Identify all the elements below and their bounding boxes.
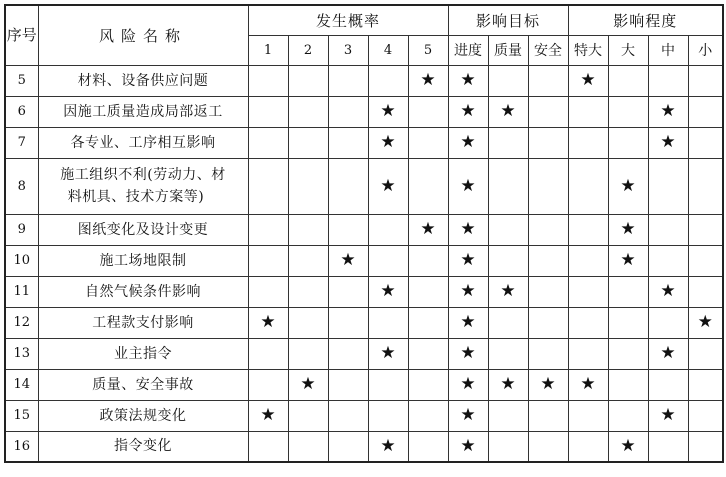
target-cell	[488, 214, 528, 245]
row-risk-name: 各专业、工序相互影响	[38, 127, 248, 158]
table-row	[5, 338, 723, 369]
impact-degree-1: 大	[608, 35, 648, 65]
star-mark-icon: ★	[368, 338, 408, 369]
star-mark-icon: ★	[608, 431, 648, 462]
prob-cell	[248, 276, 288, 307]
star-mark-icon: ★	[488, 96, 528, 127]
impact-target-0: 进度	[448, 35, 488, 65]
row-risk-name: 因施工质量造成局部返工	[38, 96, 248, 127]
prob-cell	[328, 127, 368, 158]
prob-cell	[288, 245, 328, 276]
risk-name-line-2: 料机具、技术方案等)	[67, 189, 205, 205]
star-mark-icon: ★	[408, 65, 448, 96]
degree-cell	[608, 276, 648, 307]
prob-cell	[288, 96, 328, 127]
degree-cell	[648, 431, 688, 462]
star-mark-icon: ★	[448, 276, 488, 307]
prob-cell	[408, 96, 448, 127]
degree-cell	[648, 369, 688, 400]
star-mark-icon: ★	[248, 307, 288, 338]
prob-cell	[288, 431, 328, 462]
risk-name-line-1: 施工组织不利(劳动力、材	[60, 167, 226, 183]
degree-cell	[688, 127, 723, 158]
probability-level-5: 5	[408, 35, 448, 65]
prob-cell	[328, 307, 368, 338]
degree-cell	[608, 307, 648, 338]
target-cell	[488, 65, 528, 96]
row-seq: 8	[5, 158, 38, 214]
degree-cell	[568, 245, 608, 276]
degree-cell	[688, 96, 723, 127]
row-seq: 15	[5, 400, 38, 431]
star-mark-icon: ★	[648, 338, 688, 369]
degree-cell	[568, 431, 608, 462]
row-risk-name: 指令变化	[38, 431, 248, 462]
prob-cell	[248, 158, 288, 214]
star-mark-icon: ★	[248, 400, 288, 431]
star-mark-icon: ★	[448, 214, 488, 245]
prob-cell	[328, 431, 368, 462]
degree-cell	[568, 276, 608, 307]
prob-cell	[248, 214, 288, 245]
degree-cell	[648, 65, 688, 96]
prob-cell	[248, 96, 288, 127]
target-cell	[488, 158, 528, 214]
impact-target-1: 质量	[488, 35, 528, 65]
target-cell	[528, 245, 568, 276]
target-cell	[528, 127, 568, 158]
prob-cell	[248, 431, 288, 462]
row-risk-name: 自然气候条件影响	[38, 276, 248, 307]
row-seq: 12	[5, 307, 38, 338]
probability-level-2: 2	[288, 35, 328, 65]
table-row	[5, 127, 723, 158]
degree-cell	[608, 369, 648, 400]
star-mark-icon: ★	[488, 369, 528, 400]
target-cell	[488, 307, 528, 338]
prob-cell	[328, 338, 368, 369]
target-cell	[528, 276, 568, 307]
row-seq: 11	[5, 276, 38, 307]
star-mark-icon: ★	[368, 276, 408, 307]
prob-cell	[248, 369, 288, 400]
prob-cell	[368, 369, 408, 400]
degree-cell	[688, 400, 723, 431]
impact-target-header: 影响目标	[448, 5, 568, 35]
star-mark-icon: ★	[488, 276, 528, 307]
target-cell	[488, 400, 528, 431]
star-mark-icon: ★	[448, 307, 488, 338]
prob-cell	[408, 307, 448, 338]
star-mark-icon: ★	[408, 214, 448, 245]
star-mark-icon: ★	[648, 96, 688, 127]
star-mark-icon: ★	[368, 127, 408, 158]
risk-assessment-table	[4, 4, 724, 463]
target-cell	[488, 127, 528, 158]
table-row	[5, 431, 723, 462]
prob-cell	[328, 276, 368, 307]
degree-cell	[568, 338, 608, 369]
row-seq: 5	[5, 65, 38, 96]
row-seq: 14	[5, 369, 38, 400]
impact-degree-0: 特大	[568, 35, 608, 65]
degree-cell	[608, 65, 648, 96]
prob-cell	[408, 245, 448, 276]
table-row	[5, 307, 723, 338]
degree-cell	[648, 214, 688, 245]
degree-cell	[648, 307, 688, 338]
prob-cell	[328, 400, 368, 431]
target-cell	[528, 307, 568, 338]
table-row	[5, 400, 723, 431]
star-mark-icon: ★	[288, 369, 328, 400]
prob-cell	[328, 65, 368, 96]
prob-cell	[288, 65, 328, 96]
prob-cell	[328, 158, 368, 214]
degree-cell	[688, 214, 723, 245]
degree-cell	[688, 276, 723, 307]
star-mark-icon: ★	[608, 245, 648, 276]
prob-cell	[328, 214, 368, 245]
table-row	[5, 276, 723, 307]
star-mark-icon: ★	[448, 245, 488, 276]
probability-level-3: 3	[328, 35, 368, 65]
prob-cell	[368, 65, 408, 96]
star-mark-icon: ★	[368, 431, 408, 462]
degree-cell	[688, 369, 723, 400]
star-mark-icon: ★	[648, 127, 688, 158]
prob-cell	[368, 400, 408, 431]
seq-header: 序号	[5, 5, 38, 65]
star-mark-icon: ★	[568, 65, 608, 96]
degree-cell	[648, 245, 688, 276]
target-cell	[528, 431, 568, 462]
impact-target-2: 安全	[528, 35, 568, 65]
prob-cell	[288, 158, 328, 214]
degree-cell	[608, 338, 648, 369]
row-risk-name: 工程款支付影响	[38, 307, 248, 338]
risk-table-body	[5, 65, 723, 462]
table-row	[5, 214, 723, 245]
star-mark-icon: ★	[448, 65, 488, 96]
target-cell	[528, 338, 568, 369]
prob-cell	[368, 307, 408, 338]
degree-cell	[688, 158, 723, 214]
table-row	[5, 96, 723, 127]
prob-cell	[248, 338, 288, 369]
impact-degree-header: 影响程度	[568, 5, 723, 35]
prob-cell	[408, 338, 448, 369]
row-risk-name: 业主指令	[38, 338, 248, 369]
star-mark-icon: ★	[568, 369, 608, 400]
prob-cell	[328, 96, 368, 127]
impact-degree-2: 中	[648, 35, 688, 65]
target-cell	[528, 400, 568, 431]
target-cell	[528, 214, 568, 245]
table-row	[5, 158, 723, 214]
prob-cell	[248, 245, 288, 276]
degree-cell	[648, 158, 688, 214]
prob-cell	[328, 369, 368, 400]
prob-cell	[248, 127, 288, 158]
row-risk-name: 政策法规变化	[38, 400, 248, 431]
degree-cell	[688, 431, 723, 462]
degree-cell	[568, 127, 608, 158]
degree-cell	[568, 96, 608, 127]
table-row	[5, 245, 723, 276]
prob-cell	[288, 400, 328, 431]
prob-cell	[408, 158, 448, 214]
target-cell	[488, 338, 528, 369]
target-cell	[528, 65, 568, 96]
degree-cell	[568, 400, 608, 431]
star-mark-icon: ★	[608, 158, 648, 214]
star-mark-icon: ★	[448, 96, 488, 127]
row-risk-name	[38, 158, 248, 214]
prob-cell	[408, 276, 448, 307]
probability-level-1: 1	[248, 35, 288, 65]
target-cell	[488, 245, 528, 276]
degree-cell	[568, 214, 608, 245]
degree-cell	[688, 338, 723, 369]
degree-cell	[608, 96, 648, 127]
target-cell	[488, 431, 528, 462]
risk-name-header: 风险名称	[38, 5, 248, 65]
prob-cell	[288, 307, 328, 338]
prob-cell	[408, 127, 448, 158]
row-seq: 9	[5, 214, 38, 245]
degree-cell	[568, 307, 608, 338]
row-seq: 13	[5, 338, 38, 369]
target-cell	[528, 158, 568, 214]
degree-cell	[608, 127, 648, 158]
star-mark-icon: ★	[608, 214, 648, 245]
star-mark-icon: ★	[448, 338, 488, 369]
degree-cell	[688, 245, 723, 276]
row-seq: 7	[5, 127, 38, 158]
degree-cell	[568, 158, 608, 214]
prob-cell	[408, 400, 448, 431]
row-seq: 6	[5, 96, 38, 127]
table-row	[5, 65, 723, 96]
star-mark-icon: ★	[448, 431, 488, 462]
probability-level-4: 4	[368, 35, 408, 65]
prob-cell	[288, 127, 328, 158]
star-mark-icon: ★	[648, 276, 688, 307]
row-risk-name: 施工场地限制	[38, 245, 248, 276]
impact-degree-3: 小	[688, 35, 723, 65]
prob-cell	[288, 338, 328, 369]
degree-cell	[688, 65, 723, 96]
row-risk-name: 质量、安全事故	[38, 369, 248, 400]
prob-cell	[288, 214, 328, 245]
star-mark-icon: ★	[328, 245, 368, 276]
star-mark-icon: ★	[448, 400, 488, 431]
row-seq: 16	[5, 431, 38, 462]
degree-cell	[608, 400, 648, 431]
star-mark-icon: ★	[368, 96, 408, 127]
prob-cell	[408, 431, 448, 462]
row-seq: 10	[5, 245, 38, 276]
star-mark-icon: ★	[448, 369, 488, 400]
probability-header: 发生概率	[248, 5, 448, 35]
star-mark-icon: ★	[368, 158, 408, 214]
prob-cell	[248, 65, 288, 96]
prob-cell	[368, 214, 408, 245]
prob-cell	[288, 276, 328, 307]
star-mark-icon: ★	[528, 369, 568, 400]
prob-cell	[368, 245, 408, 276]
star-mark-icon: ★	[448, 127, 488, 158]
row-risk-name: 材料、设备供应问题	[38, 65, 248, 96]
row-risk-name: 图纸变化及设计变更	[38, 214, 248, 245]
star-mark-icon: ★	[688, 307, 723, 338]
star-mark-icon: ★	[648, 400, 688, 431]
star-mark-icon: ★	[448, 158, 488, 214]
prob-cell	[408, 369, 448, 400]
table-row	[5, 369, 723, 400]
target-cell	[528, 96, 568, 127]
